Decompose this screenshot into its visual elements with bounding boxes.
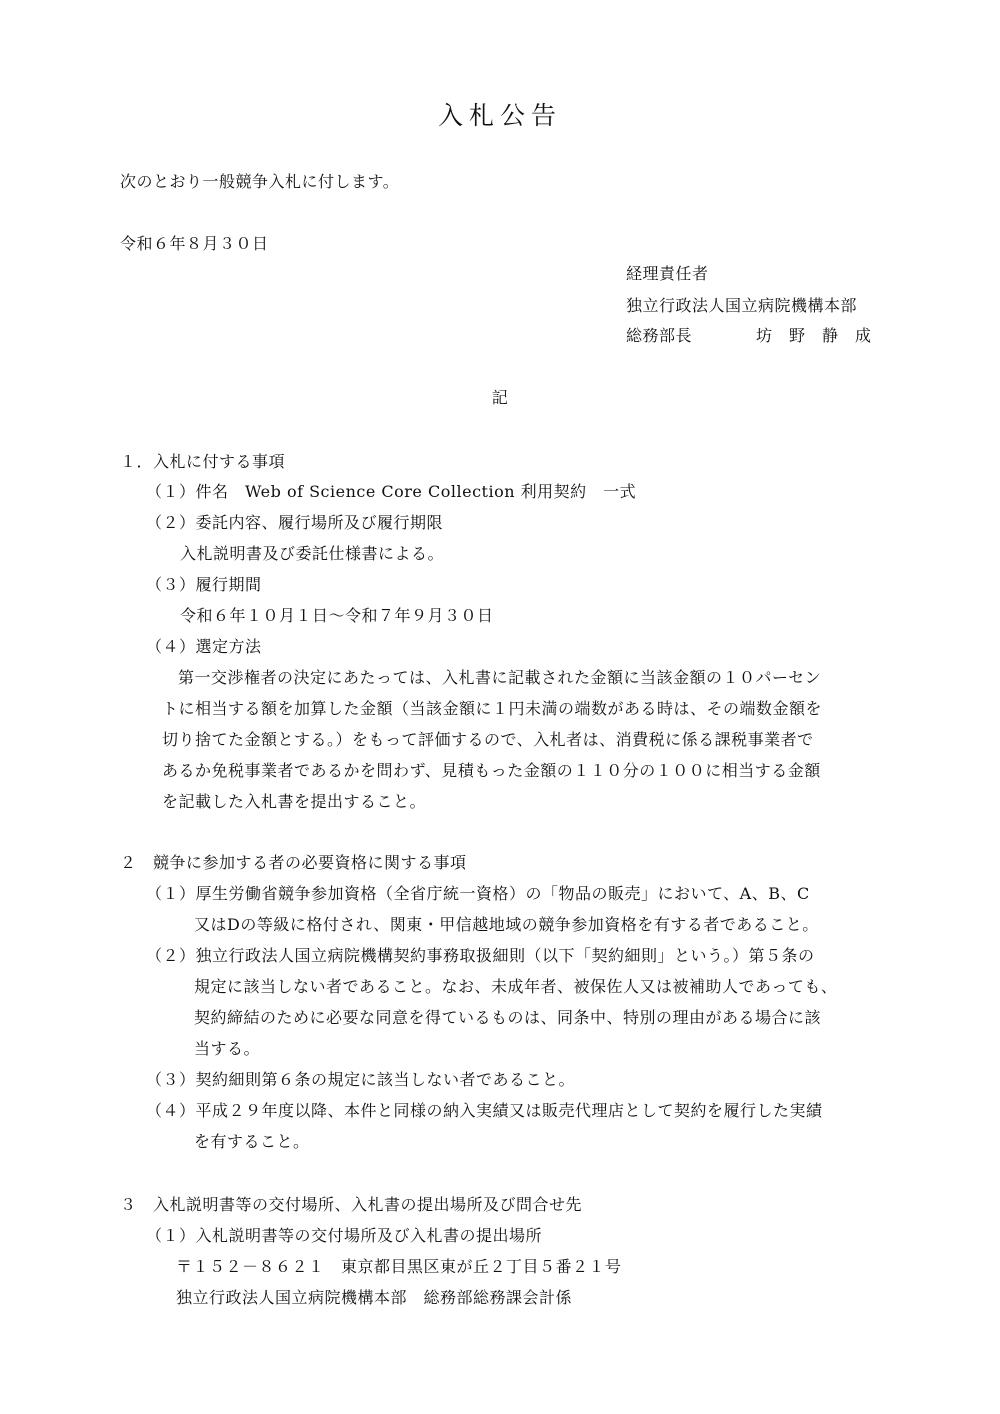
section1-heading: １．入札に付する事項 xyxy=(120,452,286,471)
section1-item3-body: 令和６年１０月１日～令和７年９月３０日 xyxy=(180,606,494,625)
section3-office: 独立行政法人国立病院機構本部 総務部総務課会計係 xyxy=(176,1288,573,1307)
section2-item2-line: 規定に該当しない者であること。なお、未成年者、被保佐人又は被補助人であっても、 xyxy=(194,977,838,996)
section1-item4-heading: （４）選定方法 xyxy=(146,637,262,656)
notice-date: 令和６年８月３０日 xyxy=(120,234,269,253)
section2-item1-line: （１）厚生労働省競争参加資格（全省庁統一資格）の「物品の販売」において、A、B、C xyxy=(146,884,810,903)
issuer-name: 坊 野 静 成 xyxy=(756,326,872,345)
section3-item1-heading: （１）入札説明書等の交付場所及び入札書の提出場所 xyxy=(146,1226,543,1245)
section1-item4-line: 第一交渉権者の決定にあたっては、入札書に記載された金額に当該金額の１０パーセン xyxy=(178,668,822,687)
section2-item2-line: （２）独立行政法人国立病院機構契約事務取扱細則（以下「契約細則」という。）第５条の xyxy=(146,946,815,965)
section2-item3: （３）契約細則第６条の規定に該当しない者であること。 xyxy=(146,1070,576,1089)
section2-item4-line: を有すること。 xyxy=(194,1132,310,1151)
section3-heading: ３ 入札説明書等の交付場所、入札書の提出場所及び問合せ先 xyxy=(120,1195,583,1214)
section1-item4-line: トに相当する額を加算した金額（当該金額に１円未満の端数がある時は、その端数金額を xyxy=(162,699,823,718)
section1-item2-heading: （２）委託内容、履行場所及び履行期限 xyxy=(146,513,444,532)
section2-item1-line: 又はDの等級に格付され、関東・甲信越地域の競争参加資格を有する者であること。 xyxy=(194,915,819,934)
issuer-position: 総務部長 xyxy=(626,326,693,345)
section2-item2-line: 当する。 xyxy=(194,1039,261,1058)
section1-item4-line: を記載した入札書を提出すること。 xyxy=(162,792,427,811)
section2-heading: ２ 競争に参加する者の必要資格に関する事項 xyxy=(120,853,467,872)
document-title: 入札公告 xyxy=(437,101,562,130)
section1-item4-line: あるか免税事業者であるかを問わず、見積もった金額の１１０分の１００に相当する金額 xyxy=(162,761,821,780)
section1-item4-line: 切り捨てた金額とする。）をもって評価するので、入札者は、消費税に係る課税事業者で xyxy=(162,730,814,749)
issuer-role: 経理責任者 xyxy=(626,264,709,283)
ki-marker: 記 xyxy=(491,388,509,407)
intro-text: 次のとおり一般競争入札に付します。 xyxy=(120,172,400,191)
section1-item3-heading: （３）履行期間 xyxy=(146,575,262,594)
section1-item1: （１）件名 Web of Science Core Collection 利用契約 一式 xyxy=(146,482,637,501)
issuer-org: 独立行政法人国立病院機構本部 xyxy=(626,296,858,315)
section1-item2-body: 入札説明書及び委託仕様書による。 xyxy=(180,544,445,563)
section3-address: 〒１５２－８６２１ 東京都目黒区東が丘２丁目５番２１号 xyxy=(176,1257,622,1276)
section2-item4-line: （４）平成２９年度以降、本件と同様の納入実績又は販売代理店として契約を履行した実績 xyxy=(146,1101,823,1120)
section2-item2-line: 契約締結のために必要な同意を得ているものは、同条中、特別の理由がある場合に該 xyxy=(194,1008,822,1027)
